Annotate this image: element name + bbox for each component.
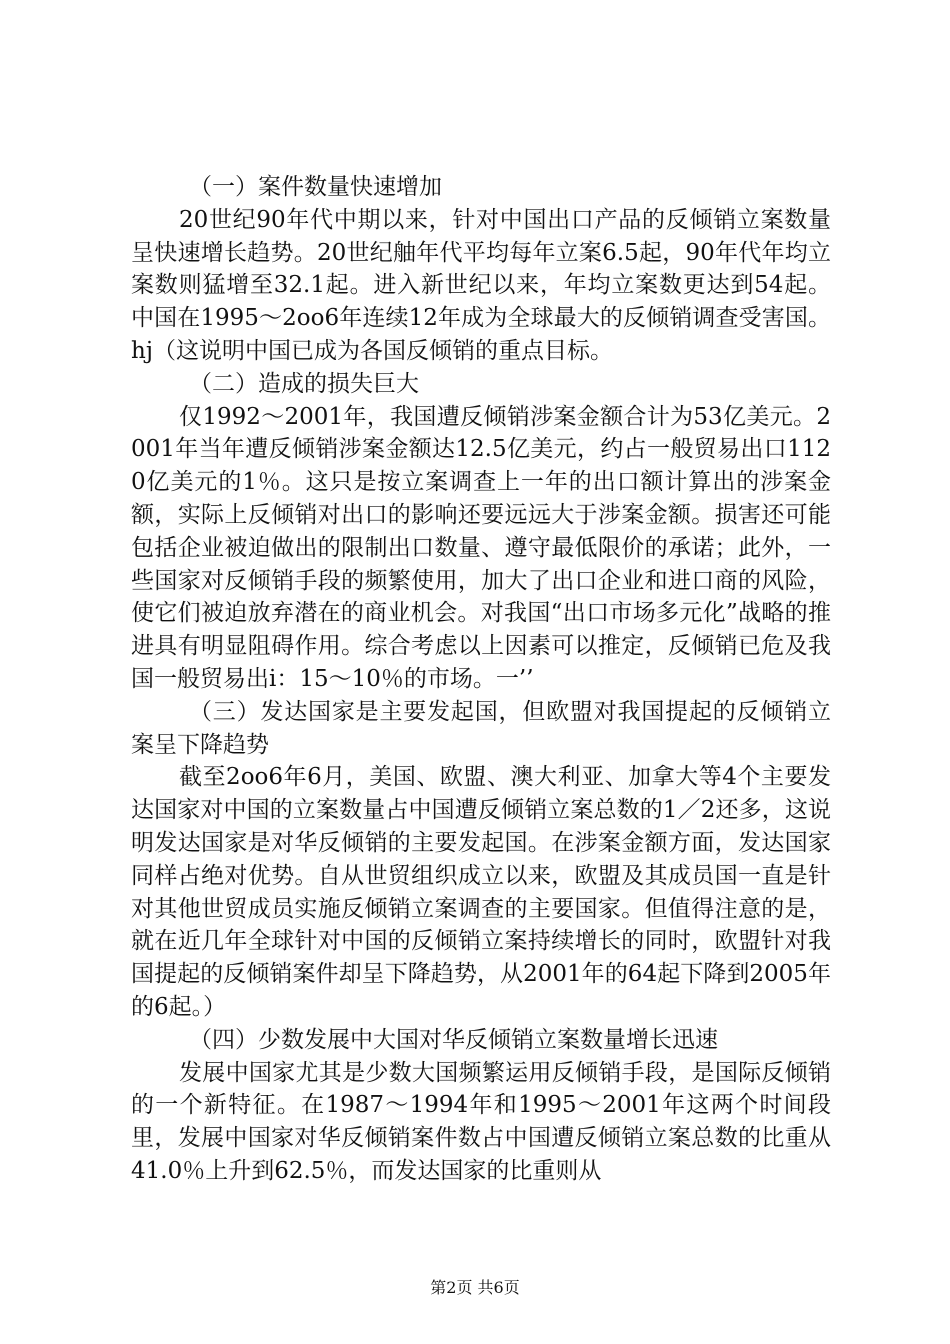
section-heading-4: （四）少数发展中大国对华反倾销立案数量增长迅速 xyxy=(189,1026,718,1053)
paragraph-developing-countries: 发展中国家尤其是少数大国频繁运用反倾销手段，是国际反倾销的一个新特征。在1987～1994年和1995～2001年这两个时间段里，发展中国家对华反倾销案件数占中国遭反倾销立案总数的比重从41.0％上升到62.5％，而发达国家的比重则从 xyxy=(131,1059,831,1184)
document-body xyxy=(131,171,831,1188)
section-heading-3: （三）发达国家是主要发起国，但欧盟对我国提起的反倾销立案呈下降趋势 xyxy=(131,698,831,758)
page-number-footer: 第2页 共6页 xyxy=(430,1278,520,1297)
paragraph-case-growth: 20世纪90年代中期以来，针对中国出口产品的反倾销立案数量呈快速增长趋势。20世纪舳年代平均每年立案6.5起，90年代年均立案数则猛增至32.1起。进入新世纪以来，年均立案数更达到54起。中国在1995～2oo6年连续12年成为全球最大的反倾销调查受害国。hj（这说明中国已成为各国反倾销的重点目标。 xyxy=(131,206,831,364)
paragraph-developed-countries: 截至2oo6年6月，美国、欧盟、澳大利亚、加拿大等4个主要发达国家对中国的立案数量占中国遭反倾销立案总数的1／2还多，这说明发达国家是对华反倾销的主要发起国。在涉案金额方面，发达国家同样占绝对优势。自从世贸组织成立以来，欧盟及其成员国一直是针对其他世贸成员实施反倾销立案调查的主要国家。但值得注意的是，就在近几年全球针对中国的反倾销立案持续增长的同时，欧盟针对我国提起的反倾销案件却呈下降趋势，从2001年的64起下降到2005年的6起。） xyxy=(131,764,831,1020)
paragraph-losses: 仅1992～2001年，我国遭反倾销涉案金额合计为53亿美元。2001年当年遭反倾销涉案金额达12.5亿美元，约占一般贸易出口1120亿美元的1％。这只是按立案调查上一年的出口额计算出的涉案金额，实际上反倾销对出口的影响还要远远大于涉案金额。损害还可能包括企业被迫做出的限制出口数量、遵守最低限价的承诺；此外，一些国家对反倾销手段的频繁使用，加大了出口企业和进口商的风险，使它们被迫放弃潜在的商业机会。对我国“出口市场多元化”战略的推进具有明显阻碍作用。综合考虑以上因素可以推定，反倾销已危及我国一般贸易出i：15～10％的市场。一’’ xyxy=(131,403,831,692)
section-heading-2: （二）造成的损失巨大 xyxy=(189,370,419,397)
section-heading-1: （一）案件数量快速增加 xyxy=(189,174,442,200)
